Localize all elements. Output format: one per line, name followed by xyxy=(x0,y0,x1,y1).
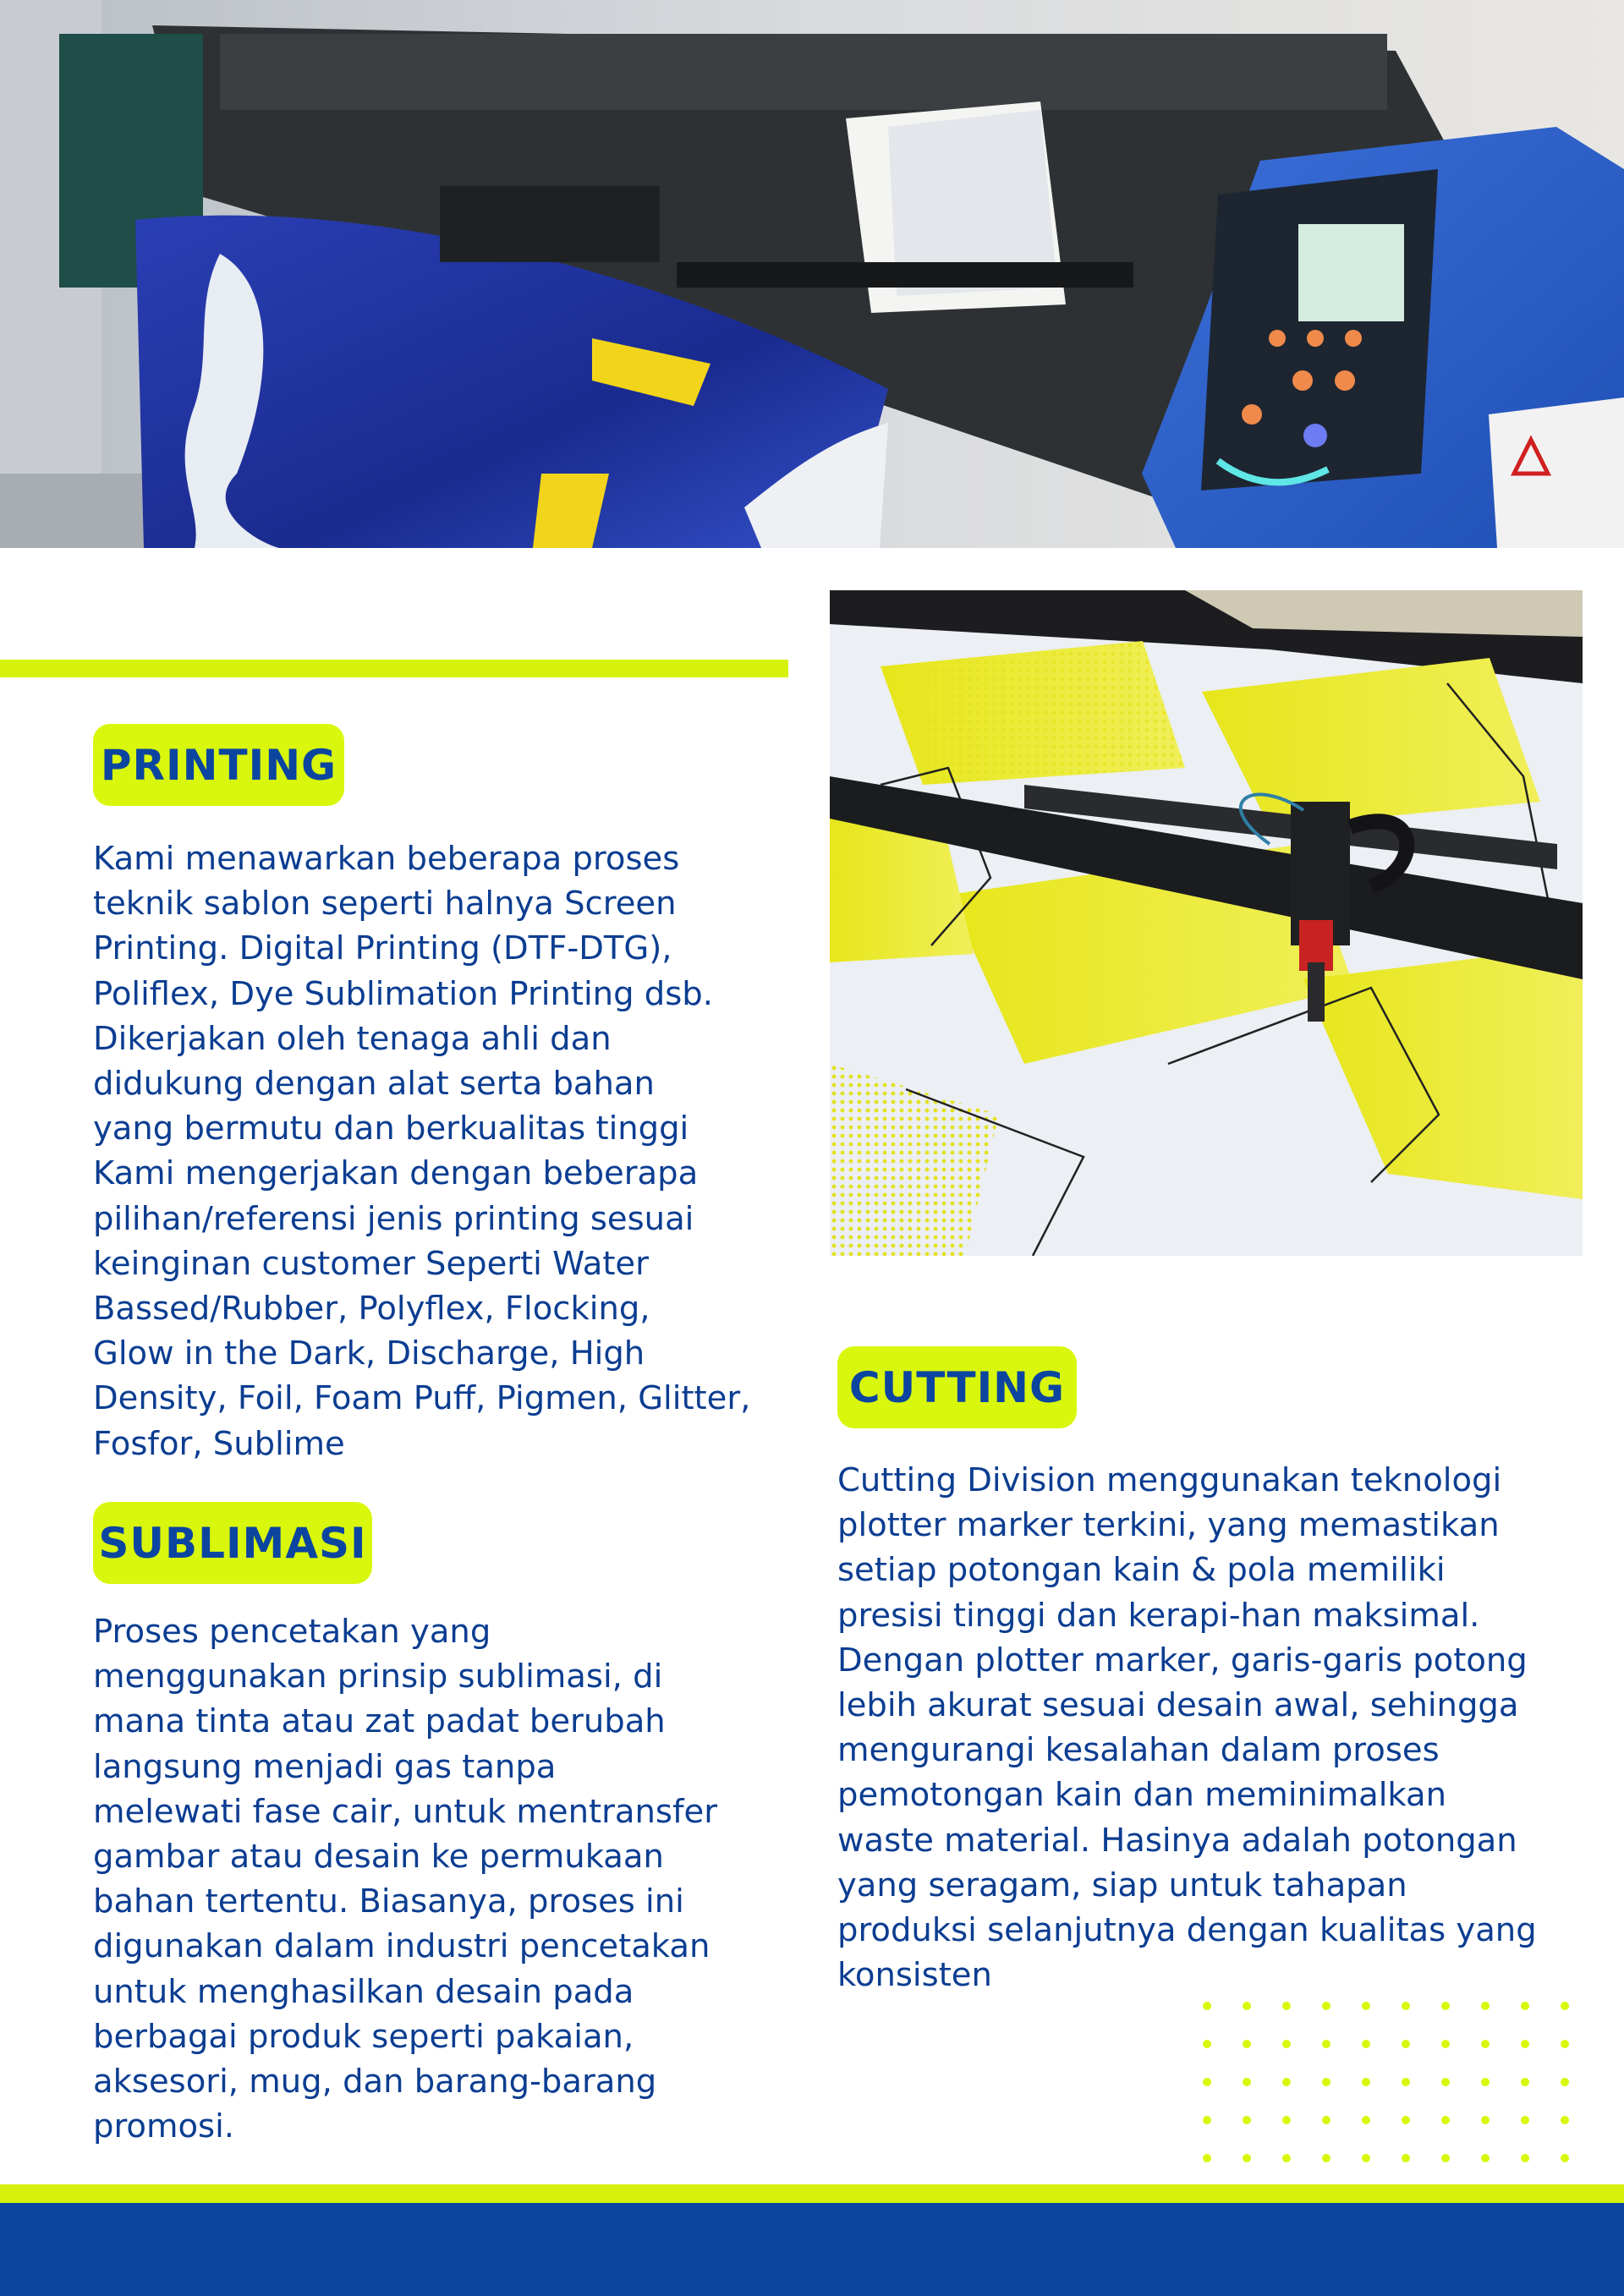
grid-dot xyxy=(1362,2116,1370,2124)
dot-grid-decoration xyxy=(1197,1996,1582,2169)
grid-dot xyxy=(1243,2002,1251,2010)
grid-dot xyxy=(1362,2154,1370,2162)
grid-dot xyxy=(1203,2078,1211,2086)
grid-dot xyxy=(1402,2116,1410,2124)
cutting-description: Cutting Division menggunakan teknologi plotter marker terkini, yang memastikan setiap potongan kain & pola memiliki presisi tinggi dan kerapi-han maksimal. Dengan plotter marker, garis-garis potong lebih akurat sesuai desain awal, sehingga mengurangi kesalahan dalam proses pemotongan kain dan meminimalkan waste material. Hasinya adalah potongan yang seragam, siap untuk tahapan produksi selanjutnya dengan kualitas yang konsisten xyxy=(837,1461,1537,1995)
grid-dot xyxy=(1561,2154,1569,2162)
grid-dot xyxy=(1561,2078,1569,2086)
grid-dot xyxy=(1322,2078,1330,2086)
grid-dot xyxy=(1282,2078,1291,2086)
grid-dot xyxy=(1322,2040,1330,2048)
grid-dot xyxy=(1441,2040,1450,2048)
grid-dot xyxy=(1561,2040,1569,2048)
grid-dot xyxy=(1362,2002,1370,2010)
grid-dot xyxy=(1322,2002,1330,2010)
grid-dot xyxy=(1243,2040,1251,2048)
grid-dot xyxy=(1203,2154,1211,2162)
grid-dot xyxy=(1561,2116,1569,2124)
sublimasi-heading: SUBLIMASI xyxy=(93,1502,372,1584)
grid-dot xyxy=(1362,2040,1370,2048)
grid-dot xyxy=(1402,2154,1410,2162)
grid-dot xyxy=(1322,2154,1330,2162)
printer-photo xyxy=(0,0,1624,548)
grid-dot xyxy=(1561,2002,1569,2010)
grid-dot xyxy=(1441,2116,1450,2124)
grid-dot xyxy=(1441,2154,1450,2162)
grid-dot xyxy=(1521,2078,1529,2086)
grid-dot xyxy=(1282,2040,1291,2048)
grid-dot xyxy=(1521,2116,1529,2124)
grid-dot xyxy=(1203,2040,1211,2048)
grid-dot xyxy=(1282,2002,1291,2010)
printing-description: Kami menawarkan beberapa proses teknik sablon seperti halnya Screen Printing. Digital Printing (DTF-DTG), Poliflex, Dye Sublimation Printing dsb. Dikerjakan oleh tenaga ahli dan didukung dengan alat serta bahan yang bermutu dan berkualitas tinggi Kami mengerjakan dengan beberapa pilihan/referensi jenis printing sesuai keinginan customer Seperti Water Bassed/Rubber, Polyflex, Flocking, Glow in the Dark, Discharge, High Density, Foil, Foam Puff, Pigmen, Glitter, Fosfor, Sublime xyxy=(93,840,751,1463)
grid-dot xyxy=(1282,2116,1291,2124)
grid-dot xyxy=(1521,2040,1529,2048)
grid-dot xyxy=(1243,2154,1251,2162)
grid-dot xyxy=(1441,2078,1450,2086)
cutting-photo xyxy=(830,590,1583,1256)
printing-heading: PRINTING xyxy=(93,724,344,806)
accent-line-top xyxy=(0,660,788,677)
cutting-heading: CUTTING xyxy=(837,1346,1077,1428)
grid-dot xyxy=(1481,2002,1490,2010)
grid-dot xyxy=(1362,2078,1370,2086)
grid-dot xyxy=(1322,2116,1330,2124)
grid-dot xyxy=(1481,2116,1490,2124)
white-under xyxy=(0,677,788,694)
grid-dot xyxy=(1402,2002,1410,2010)
grid-dot xyxy=(1481,2078,1490,2086)
grid-dot xyxy=(1203,2116,1211,2124)
grid-dot xyxy=(1521,2154,1529,2162)
grid-dot xyxy=(1282,2154,1291,2162)
grid-dot xyxy=(1441,2002,1450,2010)
grid-dot xyxy=(1481,2154,1490,2162)
grid-dot xyxy=(1402,2040,1410,2048)
footer-accent-line xyxy=(0,2184,1624,2203)
grid-dot xyxy=(1521,2002,1529,2010)
grid-dot xyxy=(1243,2116,1251,2124)
grid-dot xyxy=(1402,2078,1410,2086)
grid-dot xyxy=(1203,2002,1211,2010)
grid-dot xyxy=(1243,2078,1251,2086)
grid-dot xyxy=(1481,2040,1490,2048)
sublimasi-description: Proses pencetakan yang menggunakan prinsip sublimasi, di mana tinta atau zat padat berubah langsung menjadi gas tanpa melewati fase cair, untuk mentransfer gambar atau desain ke permukaan bahan tertentu. Biasanya, proses ini digunakan dalam industri pencetakan untuk menghasilkan desain pada berbagai produk seperti pakaian, aksesori, mug, dan barang-barang promosi. xyxy=(93,1613,718,2146)
footer-band xyxy=(0,2203,1624,2296)
